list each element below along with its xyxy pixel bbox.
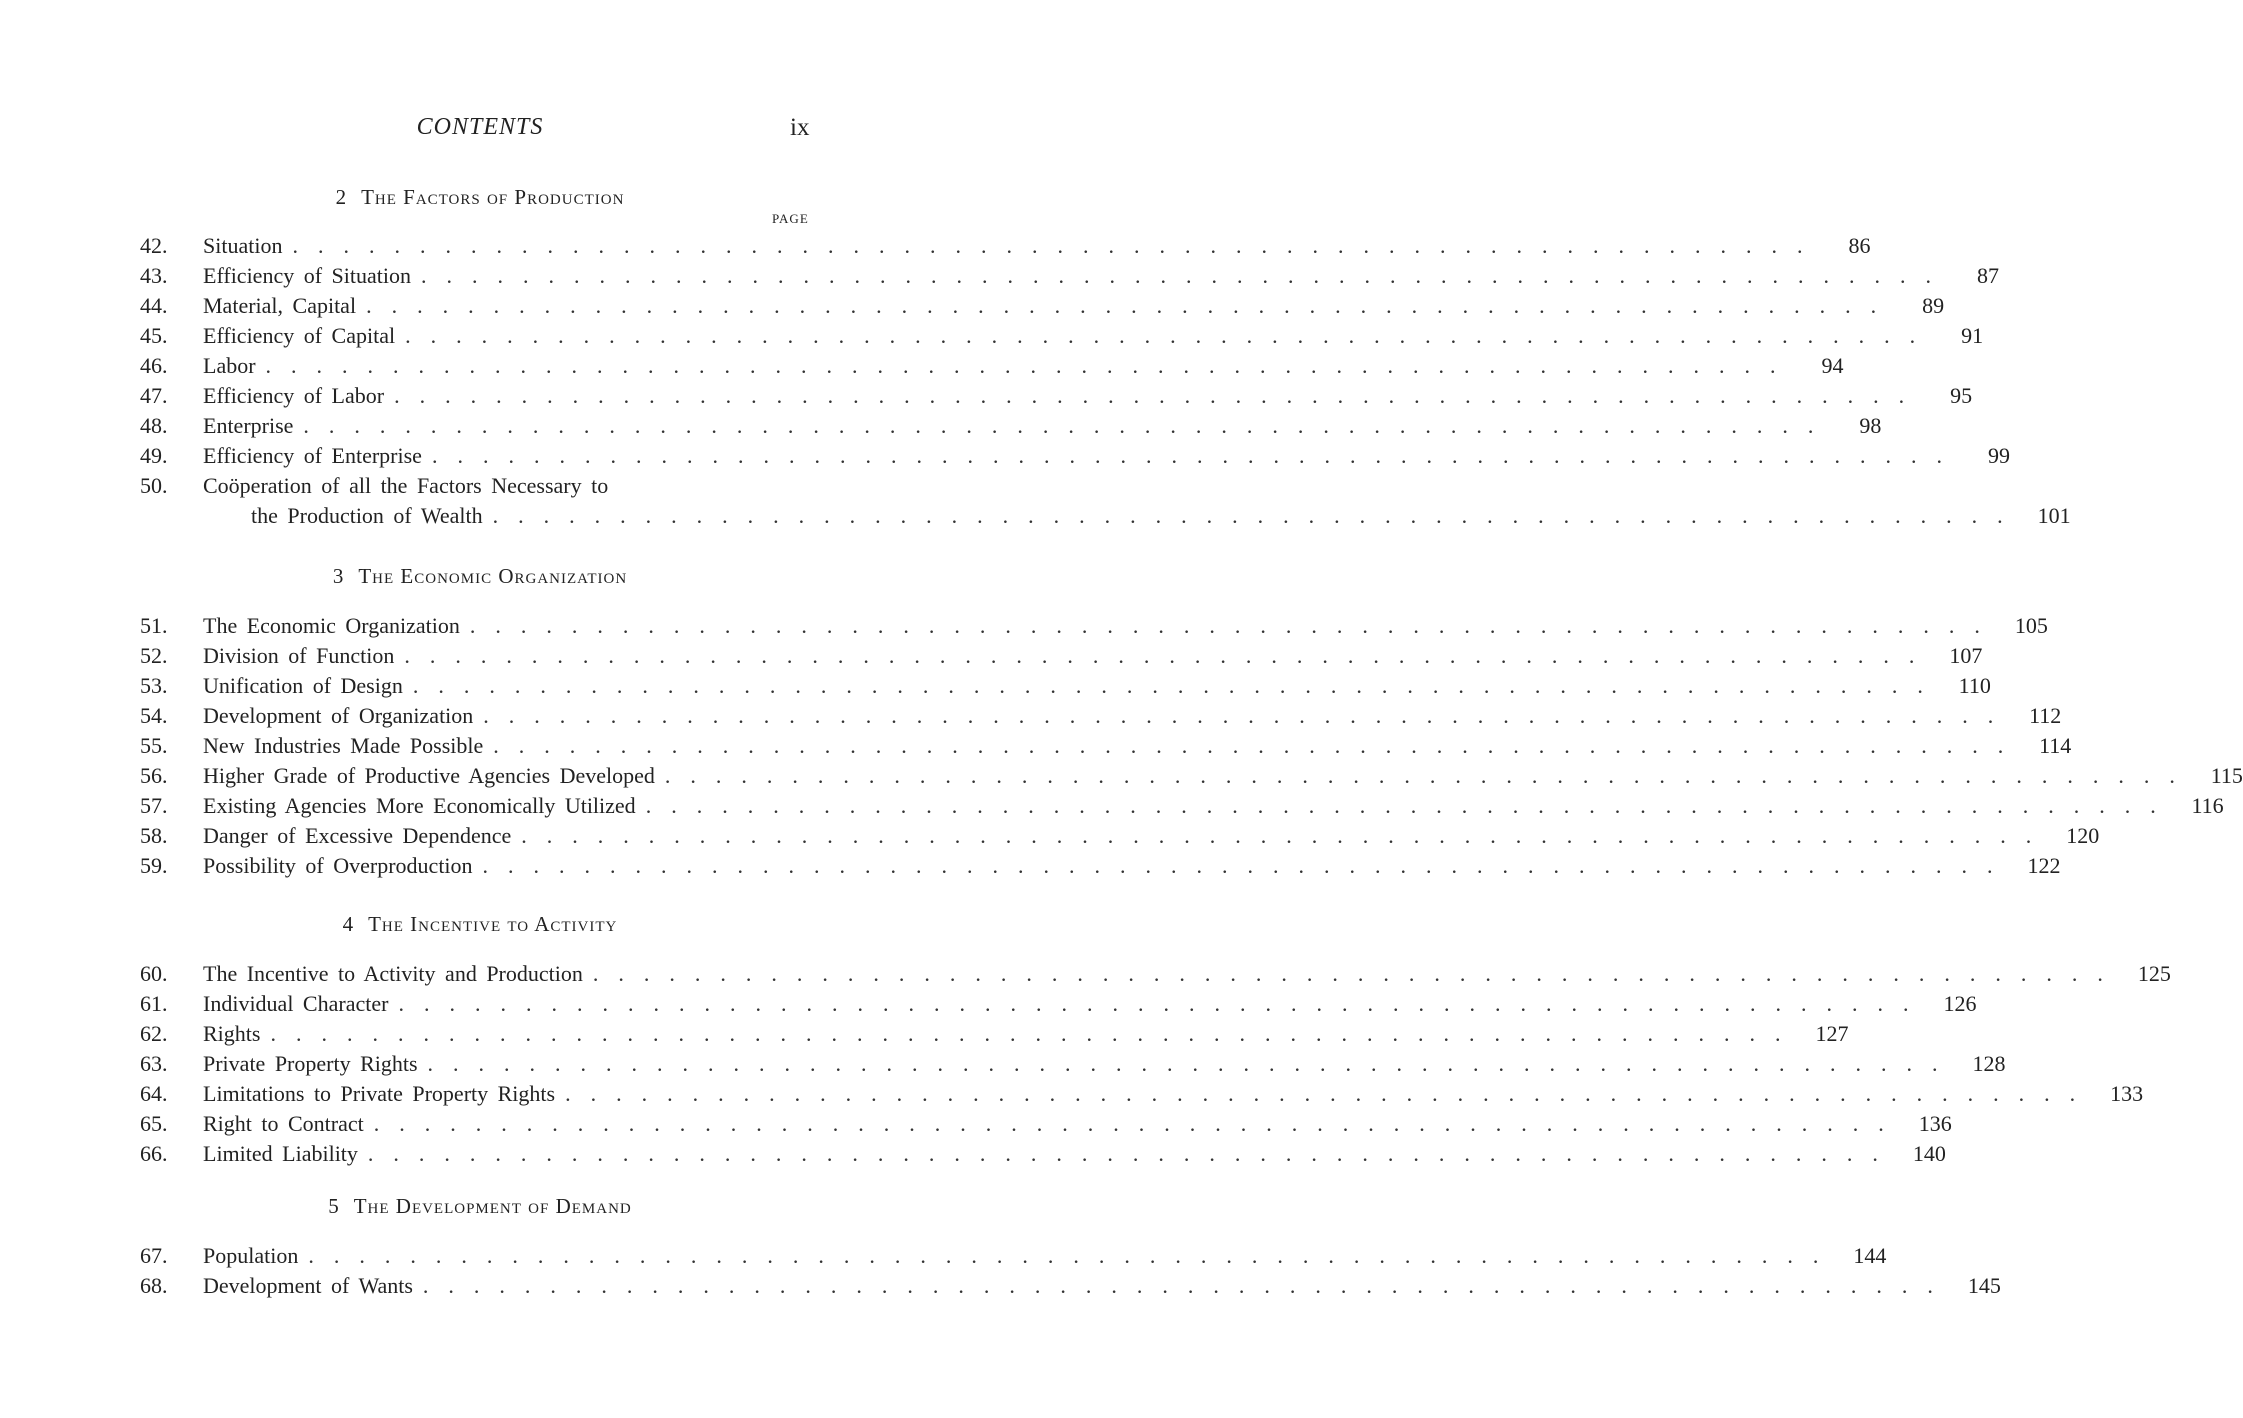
dot-leader: ............................................................ xyxy=(373,1111,1904,1136)
toc-entry xyxy=(140,701,2062,731)
entry-number: 52. xyxy=(140,643,168,668)
entry-page: 133 xyxy=(2110,1081,2144,1106)
toc-entry xyxy=(140,1019,1849,1049)
entry-page: 126 xyxy=(1943,991,1977,1016)
entry-title: Population xyxy=(203,1243,299,1268)
toc-entry xyxy=(140,1109,1952,1139)
toc-entry xyxy=(140,611,2048,641)
dot-leader: ............................................................ xyxy=(482,853,2013,878)
dot-leader: ............................................................ xyxy=(492,503,2023,528)
dot-leader: ............................................................ xyxy=(645,793,2176,818)
entry-page: 94 xyxy=(1821,353,1844,378)
entry-number: 49. xyxy=(140,443,168,468)
entry-title: Division of Function xyxy=(203,643,395,668)
section-heading xyxy=(0,185,960,210)
entry-number: 61. xyxy=(140,991,168,1016)
dot-leader: ............................................................ xyxy=(565,1081,2096,1106)
dot-leader: ............................................................ xyxy=(592,961,2123,986)
entry-page: 144 xyxy=(1853,1243,1887,1268)
section-number: 2 xyxy=(335,185,348,209)
section-heading xyxy=(0,1194,960,1219)
entry-title: Unification of Design xyxy=(203,673,403,698)
entry-title: Limited Liability xyxy=(203,1141,358,1166)
entry-title: Efficiency of Capital xyxy=(203,323,396,348)
dot-leader: ............................................................ xyxy=(483,703,2014,728)
entry-page: 128 xyxy=(1972,1051,2006,1076)
entry-page: 116 xyxy=(2191,793,2224,818)
entry-number: 54. xyxy=(140,703,168,728)
entry-page: 86 xyxy=(1848,233,1871,258)
entry-page: 105 xyxy=(2014,613,2048,638)
entry-number: 56. xyxy=(140,763,168,788)
dot-leader: ............................................................ xyxy=(292,233,1823,258)
section-number: 3 xyxy=(332,564,345,588)
entry-number: 62. xyxy=(140,1021,168,1046)
entry-page: 110 xyxy=(1958,673,1991,698)
section-number: 5 xyxy=(328,1194,340,1218)
entry-number: 59. xyxy=(140,853,168,878)
entry-number xyxy=(140,501,203,531)
toc-entry xyxy=(140,761,2243,791)
entry-page: 107 xyxy=(1949,643,1983,668)
entry-title: Enterprise xyxy=(203,413,294,438)
dot-leader: ............................................................ xyxy=(366,293,1897,318)
dot-leader: ............................................................ xyxy=(270,1021,1801,1046)
dot-leader: ............................................................ xyxy=(308,1243,1839,1268)
entry-page: 122 xyxy=(2027,853,2061,878)
entry-title: The Incentive to Activity and Production xyxy=(203,961,583,986)
dot-leader: ............................................................ xyxy=(394,383,1925,408)
entry-number: 44. xyxy=(140,293,168,318)
section-title: The Incentive to Activity xyxy=(368,912,618,936)
entry-number: 66. xyxy=(140,1141,168,1166)
entry-number: 42. xyxy=(140,233,168,258)
entry-number: 65. xyxy=(140,1111,168,1136)
dot-leader xyxy=(608,471,776,501)
section-heading xyxy=(0,912,960,937)
entry-page: 91 xyxy=(1961,323,1984,348)
entry-title: Limitations to Private Property Rights xyxy=(203,1081,556,1106)
entry-title: Individual Character xyxy=(203,991,389,1016)
entry-page: 125 xyxy=(2137,961,2171,986)
dot-leader: ............................................................ xyxy=(412,673,1943,698)
toc-entry xyxy=(140,959,2171,989)
dot-leader: ............................................................ xyxy=(367,1141,1898,1166)
toc-entry xyxy=(140,671,1991,701)
entry-number: 60. xyxy=(140,961,168,986)
page-number: ix xyxy=(790,114,810,141)
entry-page: 136 xyxy=(1918,1111,1952,1136)
running-header-title: CONTENTS xyxy=(416,114,544,140)
entry-number: 68. xyxy=(140,1273,168,1298)
section-title: The Development of Demand xyxy=(353,1194,632,1218)
entry-page xyxy=(776,471,824,501)
toc-entry xyxy=(140,641,1983,671)
toc-entry xyxy=(140,731,2072,761)
entry-number: 43. xyxy=(140,263,168,288)
entry-number: 57. xyxy=(140,793,168,818)
toc-entry xyxy=(140,1139,1946,1169)
dot-leader: ............................................................ xyxy=(398,991,1929,1016)
entry-number: 63. xyxy=(140,1051,168,1076)
toc-entry xyxy=(140,441,2010,471)
entry-title: the Production of Wealth xyxy=(251,503,483,528)
entry-title: Higher Grade of Productive Agencies Developed xyxy=(203,763,655,788)
entry-page: 95 xyxy=(1950,383,1973,408)
toc-entry xyxy=(140,471,824,501)
entry-title: Possibility of Overproduction xyxy=(203,853,473,878)
entry-number: 58. xyxy=(140,823,168,848)
page-column-label: PAGE xyxy=(772,211,809,226)
entry-title: Right to Contract xyxy=(203,1111,364,1136)
entry-number: 51. xyxy=(140,613,168,638)
entry-number: 67. xyxy=(140,1243,168,1268)
entry-title: Situation xyxy=(203,233,283,258)
section-heading xyxy=(0,564,960,589)
entry-number: 47. xyxy=(140,383,168,408)
entry-title: Private Property Rights xyxy=(203,1051,418,1076)
entry-title: Labor xyxy=(203,353,256,378)
dot-leader: ............................................................ xyxy=(404,643,1935,668)
entry-title: Efficiency of Labor xyxy=(203,383,385,408)
toc-entry xyxy=(140,321,1984,351)
toc-entry xyxy=(140,821,2100,851)
entry-number: 45. xyxy=(140,323,168,348)
toc-entry xyxy=(140,291,1945,321)
entry-title: Development of Wants xyxy=(203,1273,413,1298)
entry-page: 101 xyxy=(2037,503,2071,528)
entry-number: 55. xyxy=(140,733,168,758)
entry-page: 120 xyxy=(2066,823,2100,848)
dot-leader: ............................................................ xyxy=(493,733,2024,758)
section-title: The Factors of Production xyxy=(361,185,625,209)
entry-title: New Industries Made Possible xyxy=(203,733,484,758)
toc-entry xyxy=(140,501,2071,531)
entry-title: Development of Organization xyxy=(203,703,474,728)
toc-entry xyxy=(140,989,1977,1019)
entry-page: 87 xyxy=(1977,263,1999,288)
entry-title: Danger of Excessive Dependence xyxy=(203,823,512,848)
entry-number: 46. xyxy=(140,353,168,378)
toc-entry xyxy=(140,411,1882,441)
entry-number: 64. xyxy=(140,1081,168,1106)
toc-entry xyxy=(140,791,2224,821)
entry-page: 115 xyxy=(2210,763,2243,788)
toc-entry xyxy=(140,1049,2006,1079)
dot-leader: ............................................................ xyxy=(405,323,1936,348)
section-number: 4 xyxy=(342,912,355,936)
entry-page: 127 xyxy=(1815,1021,1849,1046)
dot-leader: ............................................................ xyxy=(427,1051,1958,1076)
entry-page: 99 xyxy=(1987,443,2010,468)
dot-leader: ............................................................ xyxy=(431,443,1962,468)
dot-leader: ............................................................ xyxy=(469,613,2000,638)
entry-title: Existing Agencies More Economically Utilized xyxy=(203,793,636,818)
entry-title: The Economic Organization xyxy=(203,613,460,638)
dot-leader: ............................................................ xyxy=(303,413,1834,438)
entry-page: 145 xyxy=(1967,1273,2001,1298)
dot-leader: ............................................................ xyxy=(265,353,1796,378)
entry-page: 89 xyxy=(1922,293,1945,318)
dot-leader: ............................................................ xyxy=(422,1273,1953,1298)
toc-entry xyxy=(140,1271,2001,1301)
entry-title: Rights xyxy=(203,1021,261,1046)
entry-number: 53. xyxy=(140,673,168,698)
toc-entry xyxy=(140,351,1844,381)
dot-leader: ............................................................ xyxy=(664,763,2195,788)
entry-title: Coöperation of all the Factors Necessary to xyxy=(203,473,609,498)
entry-page: 114 xyxy=(2039,733,2072,758)
dot-leader: ............................................................ xyxy=(421,263,1951,288)
dot-leader: ............................................................ xyxy=(521,823,2052,848)
section-title: The Economic Organization xyxy=(358,564,628,588)
toc-entry xyxy=(140,261,1999,291)
entry-number: 50. xyxy=(140,473,168,498)
toc-entry xyxy=(140,1241,1887,1271)
entry-page: 112 xyxy=(2029,703,2062,728)
toc-entry xyxy=(140,851,2061,881)
entry-title: Efficiency of Situation xyxy=(203,263,411,288)
toc-entry xyxy=(140,381,1973,411)
toc-entry xyxy=(140,1079,2144,1109)
toc-entry xyxy=(140,231,1871,261)
entry-number: 48. xyxy=(140,413,168,438)
entry-page: 98 xyxy=(1859,413,1882,438)
entry-title: Efficiency of Enterprise xyxy=(203,443,422,468)
entry-title: Material, Capital xyxy=(203,293,357,318)
entry-page: 140 xyxy=(1912,1141,1946,1166)
